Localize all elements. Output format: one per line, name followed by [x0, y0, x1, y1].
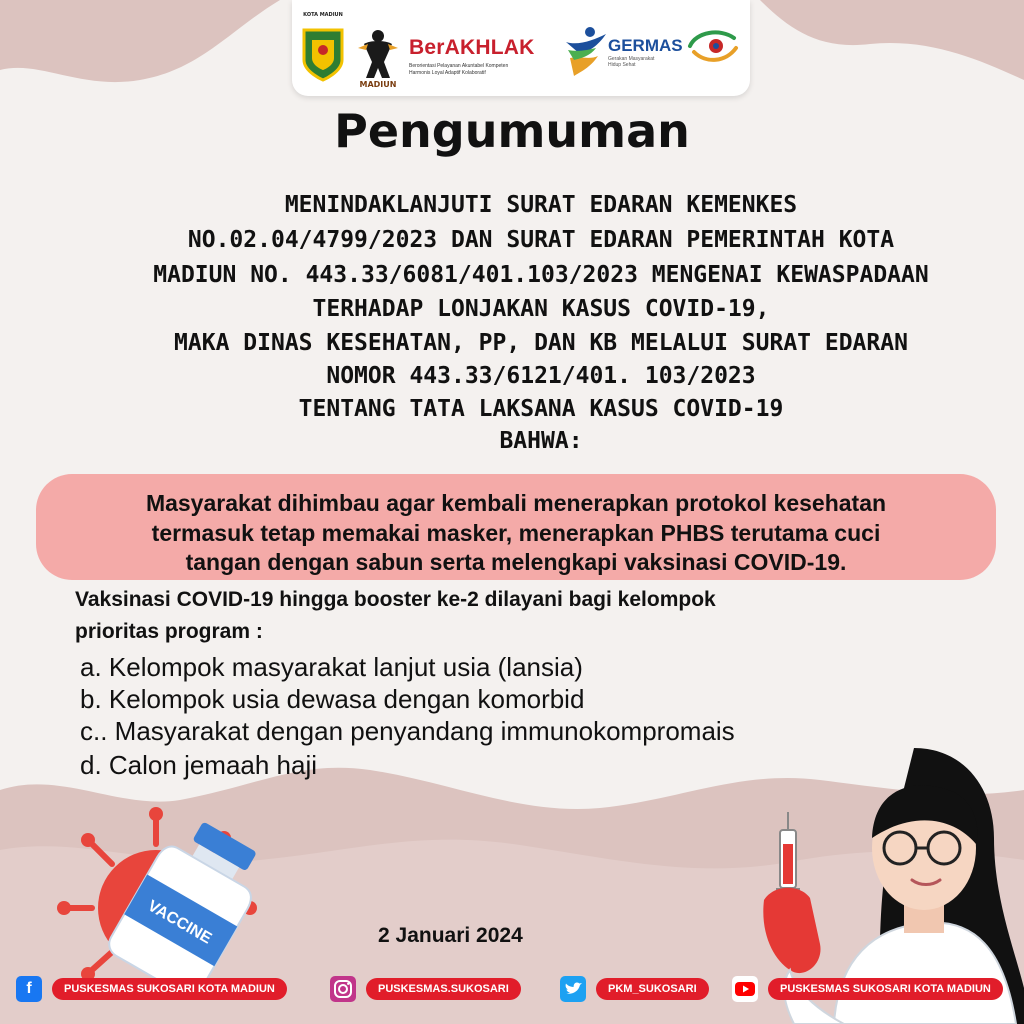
- facebook-handle: PUSKESMAS SUKOSARI KOTA MADIUN: [52, 978, 287, 1000]
- highlight-line: tangan dengan sabun serta melengkapi vaksinasi COVID-19.: [185, 549, 847, 575]
- berakhlak-tagline-line: Berorientasi Pelayanan Akuntabel Kompeten: [409, 63, 509, 69]
- germas-tagline-line: Hidup Sehat: [608, 62, 636, 68]
- vaksinasi-text: prioritas program :: [75, 620, 263, 643]
- berakhlak-tagline: [409, 63, 559, 77]
- intro-line: BAHWA:: [499, 428, 583, 454]
- twitter-bird-icon: [560, 976, 586, 1002]
- highlight-line: termasuk tetap memakai masker, menerapkan PHBS terutama cuci: [151, 520, 881, 546]
- madiun-dancer-logo-icon: [354, 22, 402, 88]
- health-swirl-logo-icon: [686, 26, 742, 68]
- priority-list-item: c.. Masyarakat dengan penyandang immunokompromais: [80, 716, 735, 746]
- youtube-icon: [732, 976, 758, 1002]
- intro-line: NO.02.04/4799/2023 DAN SURAT EDARAN PEMERINTAH KOTA: [187, 227, 895, 253]
- instagram-handle: PUSKESMAS.SUKOSARI: [366, 978, 521, 1000]
- vaksinasi-text: Vaksinasi COVID-19 hingga booster ke-2 dilayani bagi kelompok: [75, 588, 716, 611]
- logo-header: [292, 0, 750, 96]
- intro-line: NOMOR 443.33/6121/401. 103/2023: [326, 363, 756, 389]
- priority-list-item: d. Calon jemaah haji: [80, 750, 318, 780]
- intro-line: MENINDAKLANJUTI SURAT EDARAN KEMENKES: [284, 192, 798, 218]
- facebook-icon: f: [16, 976, 42, 1002]
- intro-line: MAKA DINAS KESEHATAN, PP, DAN KB MELALUI SURAT EDARAN: [174, 330, 908, 356]
- youtube-handle: PUSKESMAS SUKOSARI KOTA MADIUN: [768, 978, 1003, 1000]
- priority-list-item: a. Kelompok masyarakat lanjut usia (lansia): [80, 652, 583, 682]
- berakhlak-title: BerAKHLAK: [409, 36, 535, 59]
- twitter-handle: PKM_SUKOSARI: [596, 978, 709, 1000]
- highlight-line: Masyarakat dihimbau agar kembali menerapkan protokol kesehatan: [145, 490, 887, 516]
- intro-line: MADIUN NO. 443.33/6081/401.103/2023 MENGENAI KEWASPADAAN: [153, 262, 929, 288]
- vaccine-label: VACCINE: [144, 897, 215, 948]
- intro-line: TERHADAP LONJAKAN KASUS COVID-19,: [312, 296, 770, 322]
- kota-madiun-logo-label: KOTA MADIUN: [303, 12, 343, 18]
- germas-figure-icon: [560, 20, 610, 80]
- vaccine-bottle-illustration: [46, 798, 296, 988]
- kota-madiun-crest-icon: [300, 20, 346, 84]
- priority-list-item: b. Kelompok usia dewasa dengan komorbid: [80, 684, 585, 714]
- germas-tagline: [608, 56, 678, 68]
- berakhlak-tagline-line: Harmonis Loyal Adaptif Kolaboratif: [409, 70, 486, 76]
- page-title: Pengumuman: [334, 104, 690, 158]
- announcement-date: 2 Januari 2024: [378, 924, 523, 947]
- germas-title: GERMAS: [608, 36, 683, 55]
- germas-tagline-line: Gerakan Masyarakat: [608, 56, 655, 62]
- instagram-icon: [330, 976, 356, 1002]
- madiun-logo-label: MADIUN: [359, 80, 397, 89]
- intro-line: TENTANG TATA LAKSANA KASUS COVID-19: [298, 396, 784, 422]
